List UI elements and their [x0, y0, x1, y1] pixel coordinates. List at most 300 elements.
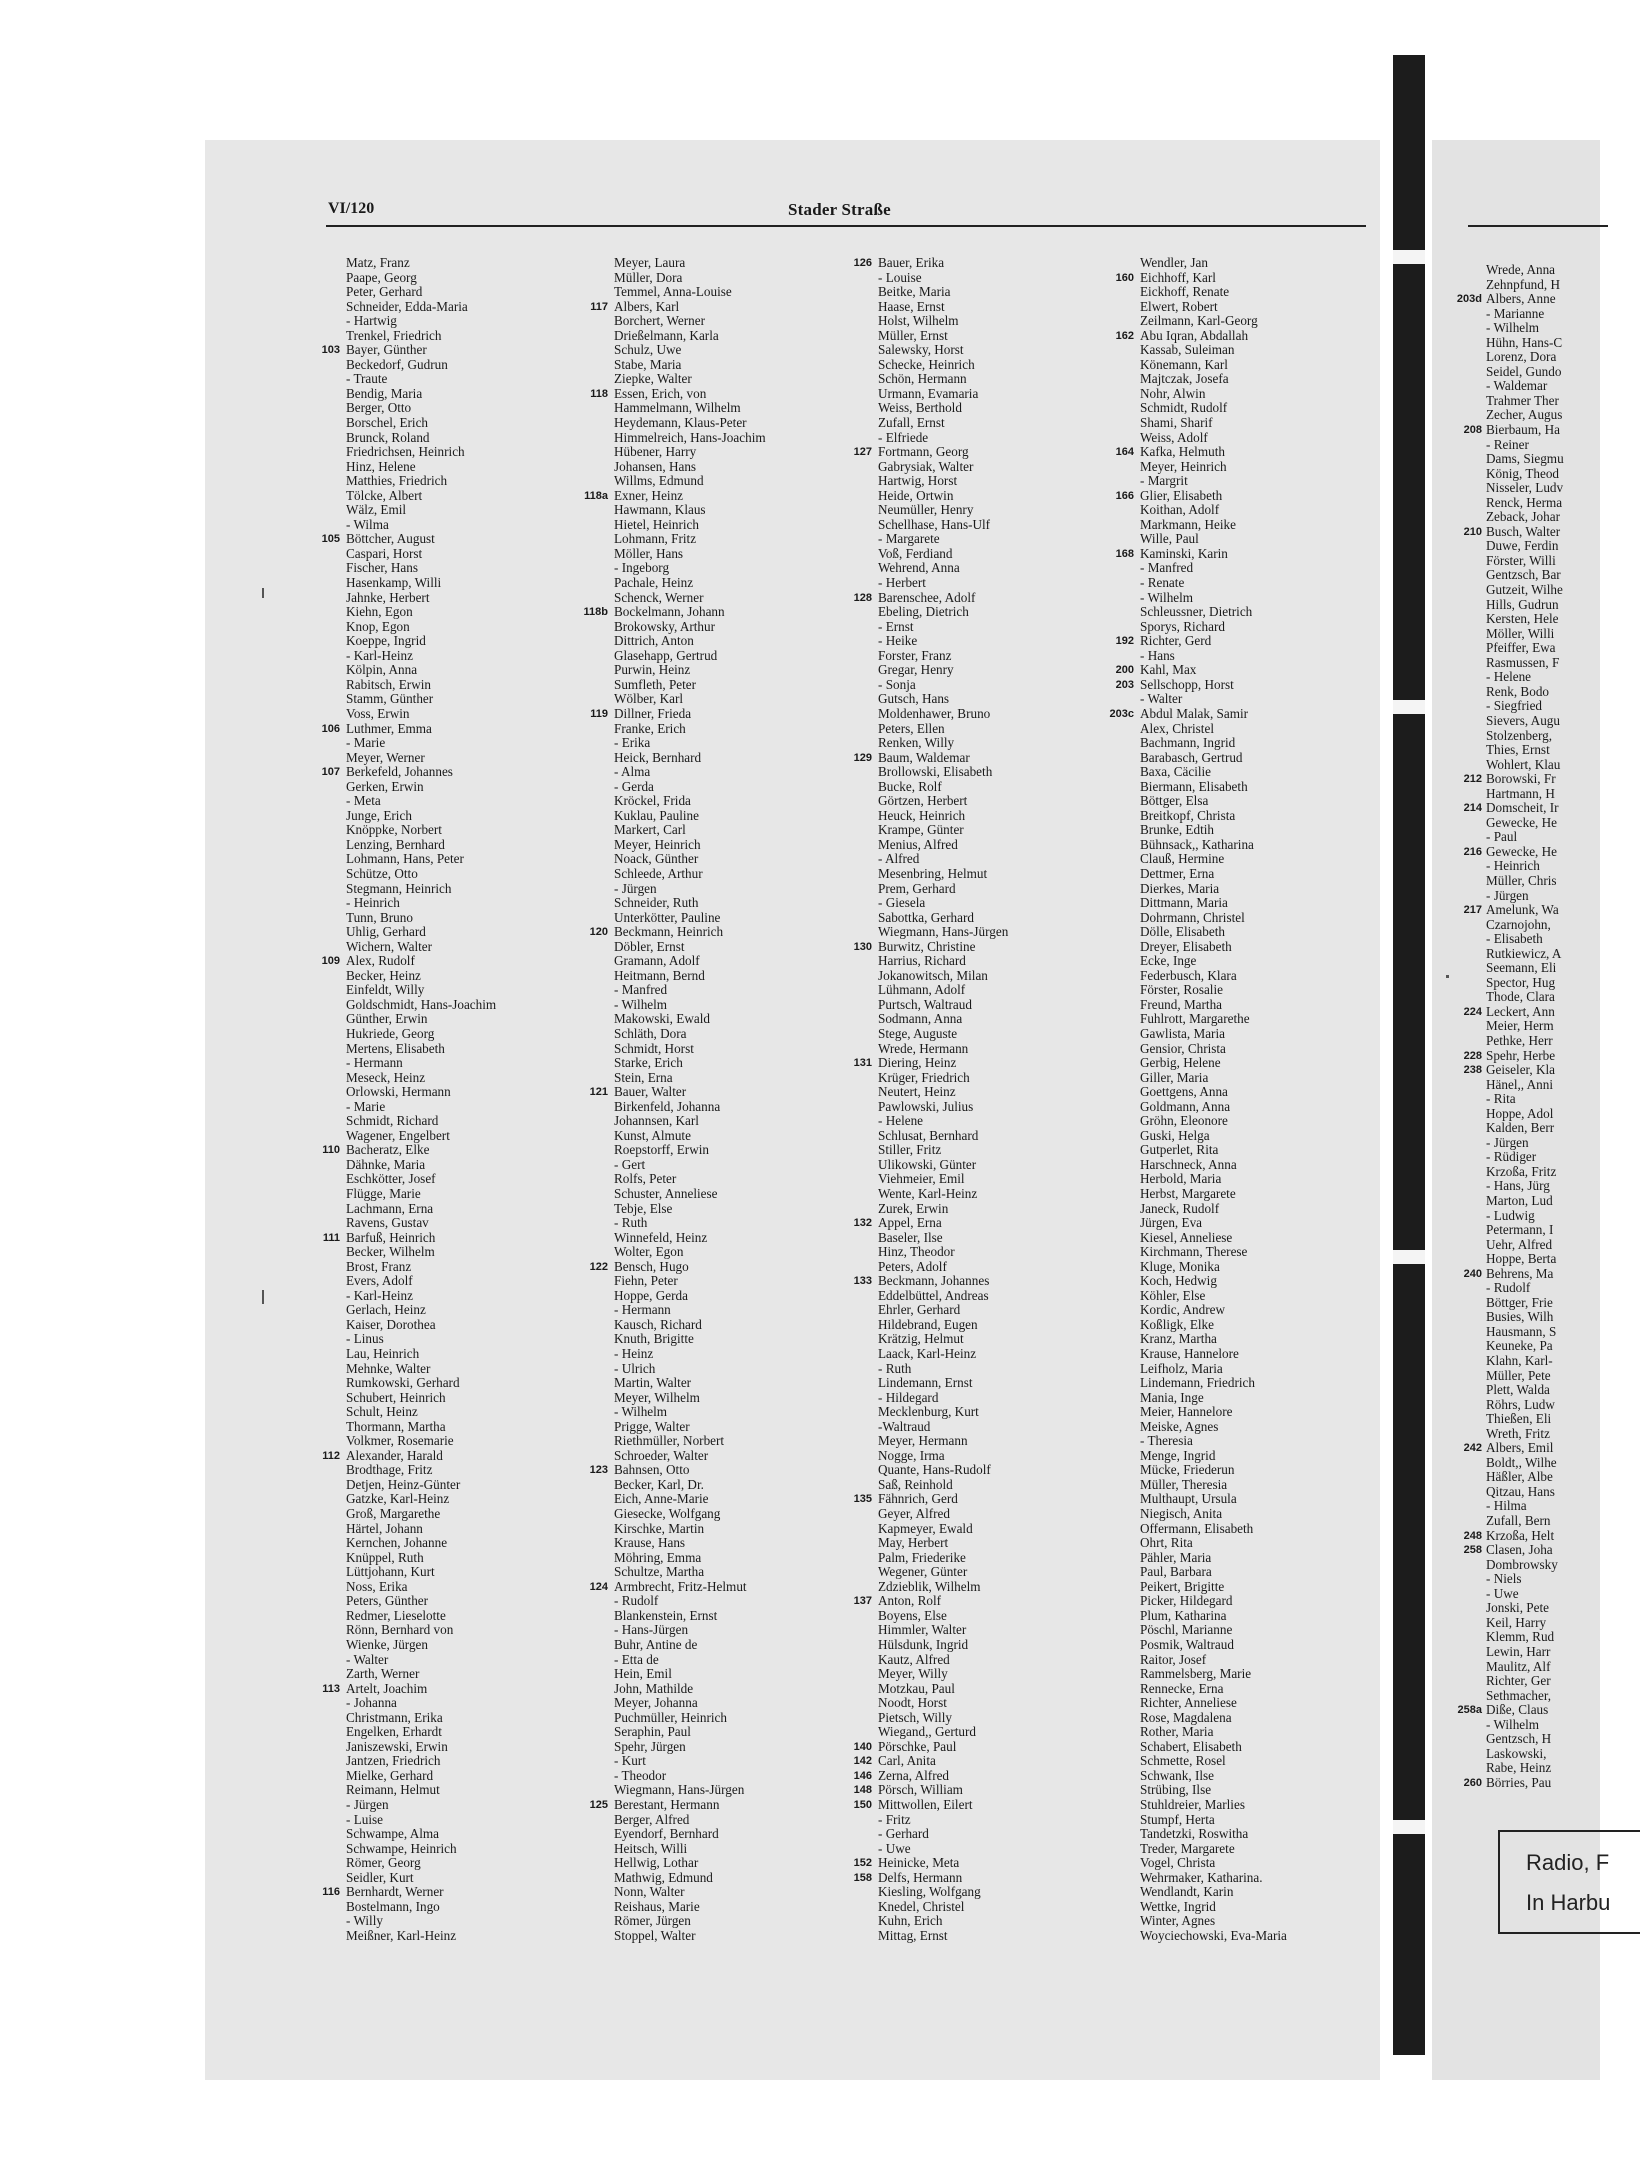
directory-entry: [853, 1738, 1008, 1755]
resident-name: - Gerhard: [878, 1826, 929, 1842]
directory-entry: [1115, 545, 1287, 562]
directory-entry: [584, 487, 766, 504]
resident-name: Fischer, Hans: [346, 560, 418, 576]
directory-entry: [614, 1362, 766, 1377]
directory-entry: [1486, 1412, 1564, 1427]
directory-entry: [614, 998, 766, 1013]
resident-name: Jokanowitsch, Milan: [878, 967, 988, 983]
resident-name: Buhr, Antine de: [614, 1636, 698, 1652]
directory-entry: [614, 649, 766, 664]
resident-name: Börries, Pau: [1486, 1774, 1552, 1790]
directory-entry: [1486, 1325, 1564, 1340]
resident-name: - Reiner: [1486, 436, 1529, 452]
directory-entry: [1140, 1289, 1287, 1304]
resident-name: Ziepke, Walter: [614, 371, 692, 387]
resident-name: Schultze, Martha: [614, 1564, 705, 1580]
directory-entry: [1140, 1129, 1287, 1144]
resident-name: Unterkötter, Pauline: [614, 909, 721, 925]
resident-name: Engelken, Erhardt: [346, 1724, 442, 1740]
resident-name: Borschel, Erich: [346, 415, 429, 431]
resident-name: Domscheit, Ir: [1486, 800, 1559, 816]
resident-name: Knuth, Brigitte: [614, 1331, 694, 1347]
directory-entry: [1486, 1427, 1564, 1442]
resident-name: - Hilma: [1486, 1498, 1527, 1514]
resident-name: Noss, Erika: [346, 1578, 408, 1594]
directory-entry: [1140, 722, 1287, 737]
house-number: 106: [321, 722, 340, 735]
resident-name: Schulz, Uwe: [614, 342, 682, 358]
directory-entry: [878, 998, 1008, 1013]
house-number: 248: [1463, 1529, 1482, 1542]
directory-entry: [346, 634, 496, 649]
directory-entry: [346, 460, 496, 475]
resident-name: Exner, Heinz: [614, 487, 684, 503]
resident-name: Bockelmann, Johann: [614, 604, 725, 620]
directory-entry: [614, 1653, 766, 1668]
resident-name: Schwank, Ilse: [1140, 1767, 1214, 1783]
resident-name: - Jürgen: [614, 880, 657, 896]
house-number: 116: [322, 1886, 340, 1899]
directory-entry: [614, 794, 766, 809]
house-number: 203: [1115, 678, 1134, 691]
resident-name: Sabottka, Gerhard: [878, 909, 974, 925]
resident-name: Rolfs, Peter: [614, 1171, 677, 1187]
directory-entry: [346, 1536, 496, 1551]
directory-entry: [878, 1463, 1008, 1478]
resident-name: Lüttjohann, Kurt: [346, 1564, 435, 1580]
house-number: 117: [590, 300, 608, 313]
resident-name: Kunst, Almute: [614, 1127, 691, 1143]
directory-entry: [346, 300, 496, 315]
resident-name: Gewecke, He: [1486, 814, 1558, 830]
directory-entry: [1140, 823, 1287, 838]
resident-name: Anton, Rolf: [878, 1593, 942, 1609]
resident-name: Wohlert, Klau: [1486, 756, 1561, 772]
directory-entry: [1486, 1354, 1564, 1369]
directory-entry: [614, 1929, 766, 1944]
resident-name: Albers, Anne: [1486, 291, 1556, 307]
directory-entry: [1140, 358, 1287, 373]
resident-name: Sellschopp, Horst: [1140, 676, 1234, 692]
resident-name: - Linus: [346, 1331, 384, 1347]
house-number: 120: [589, 926, 608, 939]
directory-entry: [346, 1871, 496, 1886]
house-number: 112: [322, 1449, 340, 1462]
directory-entry: [853, 1273, 1008, 1289]
directory-entry: [1486, 1078, 1564, 1093]
resident-name: - Waldemar: [1486, 378, 1548, 394]
directory-entry: [346, 1463, 496, 1478]
directory-entry: [1486, 467, 1564, 482]
house-number: 192: [1115, 635, 1134, 648]
directory-entry: [614, 896, 766, 911]
directory-entry: [614, 1478, 766, 1493]
resident-name: Lohmann, Hans, Peter: [346, 851, 464, 867]
resident-name: Berger, Alfred: [614, 1811, 690, 1827]
resident-name: Schneider, Edda-Maria: [346, 298, 468, 314]
directory-entry: [346, 1405, 496, 1420]
resident-name: Kahl, Max: [1140, 662, 1197, 678]
directory-entry: [346, 1303, 496, 1318]
directory-entry: [1140, 1245, 1287, 1260]
directory-entry: [1140, 882, 1287, 897]
resident-name: Hukriede, Georg: [346, 1025, 435, 1041]
directory-entry: [346, 1420, 496, 1435]
directory-entry: [614, 1391, 766, 1406]
resident-name: Kausch, Richard: [614, 1316, 702, 1332]
directory-entry: [1140, 1623, 1287, 1638]
resident-name: Clauß, Hermine: [1140, 851, 1225, 867]
directory-entry: [878, 576, 1008, 591]
resident-name: Wölber, Karl: [614, 691, 684, 707]
directory-entry: [1140, 1769, 1287, 1784]
directory-entry: [589, 1258, 766, 1275]
directory-entry: [1486, 1296, 1564, 1311]
directory-entry: [878, 896, 1008, 911]
house-number: 126: [853, 257, 872, 269]
directory-entry: [1486, 1485, 1564, 1500]
resident-name: - Wilhelm: [614, 1404, 668, 1420]
directory-entry: [1140, 1594, 1287, 1609]
directory-entry: [346, 561, 496, 576]
resident-name: Schecke, Heinrich: [878, 356, 975, 372]
directory-entry: [1140, 1478, 1287, 1493]
resident-name: Wiegmann, Hans-Jürgen: [614, 1782, 745, 1798]
resident-name: Baseler, Ilse: [878, 1229, 943, 1245]
directory-entry: [1486, 1398, 1564, 1413]
house-number: 122: [589, 1260, 608, 1273]
resident-name: Wälz, Emil: [346, 502, 407, 518]
directory-entry: [1486, 1107, 1564, 1122]
directory-entry: [1140, 1609, 1287, 1624]
directory-entry: [878, 387, 1008, 402]
resident-name: Wolter, Egon: [614, 1244, 684, 1260]
directory-entry: [614, 954, 766, 969]
resident-name: Bühnsack,, Katharina: [1140, 836, 1254, 852]
resident-name: Petermann, I: [1486, 1222, 1554, 1238]
directory-entry: [614, 1405, 766, 1420]
directory-entry: [1140, 1260, 1287, 1275]
directory-entry: [322, 1142, 496, 1158]
resident-name: Meseck, Heinz: [346, 1069, 426, 1085]
resident-name: Römer, Georg: [346, 1855, 421, 1871]
directory-entry: [614, 271, 766, 286]
resident-name: Wreth, Fritz: [1486, 1425, 1550, 1441]
resident-name: Wienke, Jürgen: [346, 1636, 428, 1652]
directory-entry: [1140, 1347, 1287, 1362]
resident-name: - Jürgen: [1486, 887, 1529, 903]
resident-name: Leifholz, Maria: [1140, 1360, 1223, 1376]
resident-name: Becker, Wilhelm: [346, 1244, 435, 1260]
resident-name: Lau, Heinrich: [346, 1346, 420, 1362]
resident-name: Bostelmann, Ingo: [346, 1898, 440, 1914]
gutter-band: [1393, 700, 1425, 714]
resident-name: Wegener, Günter: [878, 1564, 968, 1580]
resident-name: Reishaus, Marie: [614, 1898, 700, 1914]
resident-name: Koeppe, Ingrid: [346, 633, 426, 649]
resident-name: Kiesling, Wolfgang: [878, 1884, 981, 1900]
directory-entry: [1463, 1265, 1564, 1282]
resident-name: Giesecke, Wolfgang: [614, 1506, 721, 1522]
directory-entry: [614, 372, 766, 387]
resident-name: Kalden, Berr: [1486, 1120, 1555, 1136]
directory-entry: [878, 1202, 1008, 1217]
directory-entry: [589, 1084, 766, 1100]
resident-name: Förster, Willi: [1486, 552, 1556, 568]
house-number: 118: [590, 387, 608, 400]
resident-name: - Hartwig: [346, 313, 397, 329]
directory-entry: [614, 1289, 766, 1304]
resident-name: - Heinrich: [1486, 858, 1540, 874]
directory-entry: [614, 518, 766, 533]
directory-entry: [614, 751, 766, 766]
resident-name: Beckmann, Johannes: [878, 1273, 990, 1289]
house-number: 148: [853, 1784, 872, 1797]
resident-name: Richter, Ger: [1486, 1673, 1551, 1689]
resident-name: Kiehn, Egon: [346, 604, 413, 620]
directory-entry: [614, 1172, 766, 1187]
directory-entry: [1486, 932, 1564, 947]
directory-entry: [878, 1725, 1008, 1740]
resident-name: John, Mathilde: [614, 1680, 694, 1696]
directory-entry: [346, 823, 496, 838]
house-number: 118a: [584, 489, 608, 502]
resident-name: Giller, Maria: [1140, 1069, 1209, 1085]
resident-name: Peikert, Brigitte: [1140, 1578, 1225, 1594]
directory-entry: [614, 1682, 766, 1697]
directory-entry: [614, 1871, 766, 1886]
resident-name: - Karl-Heinz: [346, 647, 413, 663]
directory-entry: [614, 809, 766, 824]
directory-entry: [853, 1767, 1008, 1784]
directory-entry: [1463, 1047, 1564, 1064]
resident-name: Salewsky, Horst: [878, 342, 964, 358]
resident-name: Laack, Karl-Heinz: [878, 1346, 977, 1362]
directory-entry: [583, 604, 766, 620]
resident-name: Eddelbüttel, Andreas: [878, 1287, 989, 1303]
directory-entry: [614, 561, 766, 576]
directory-entry: [346, 1042, 496, 1057]
resident-name: - Fritz: [878, 1811, 911, 1827]
directory-entry: [878, 1638, 1008, 1653]
house-number: 125: [589, 1798, 608, 1811]
directory-entry: [614, 1827, 766, 1842]
resident-name: Janiszewski, Erwin: [346, 1738, 448, 1754]
directory-entry: [1115, 676, 1287, 693]
directory-entry: [614, 780, 766, 795]
directory-entry: [346, 794, 496, 809]
resident-name: Borchert, Werner: [614, 313, 705, 329]
resident-name: Zecher, Augus: [1486, 407, 1563, 423]
resident-name: Stein, Erna: [614, 1069, 673, 1085]
directory-entry: [614, 1711, 766, 1726]
directory-entry: [346, 1711, 496, 1726]
directory-entry: [614, 1536, 766, 1551]
directory-entry: [346, 1594, 496, 1609]
resident-name: Hammelmann, Wilhelm: [614, 400, 741, 416]
directory-entry: [346, 809, 496, 824]
resident-name: Freund, Martha: [1140, 996, 1223, 1012]
directory-entry: [614, 1042, 766, 1057]
resident-name: Johannsen, Karl: [614, 1113, 699, 1129]
directory-entry: [1140, 1885, 1287, 1900]
resident-name: Kernchen, Johanne: [346, 1535, 448, 1551]
directory-entry: [346, 1260, 496, 1275]
directory-entry: [1109, 705, 1287, 722]
resident-name: Tölcke, Albert: [346, 487, 423, 503]
resident-name: Berger, Otto: [346, 400, 412, 416]
directory-entry: [878, 358, 1008, 373]
resident-name: Dams, Siegmu: [1486, 451, 1564, 467]
resident-name: - Heike: [878, 633, 918, 649]
directory-entry: [1486, 1034, 1564, 1049]
directory-entry: [346, 1114, 496, 1129]
resident-name: Stolzenberg,: [1486, 727, 1553, 743]
directory-entry: [1486, 1456, 1564, 1471]
resident-name: Delfs, Hermann: [878, 1869, 963, 1885]
directory-entry: [1456, 291, 1564, 307]
directory-entry: [1140, 1783, 1287, 1798]
directory-entry: [614, 1143, 766, 1158]
resident-name: Bauer, Erika: [878, 255, 945, 270]
directory-entry: [614, 1900, 766, 1915]
house-number: 160: [1115, 271, 1134, 284]
directory-entry: [878, 1129, 1008, 1144]
directory-entry: [878, 1187, 1008, 1202]
resident-name: Koßligk, Elke: [1140, 1316, 1214, 1332]
directory-entry: [1486, 568, 1564, 583]
house-number: 131: [853, 1057, 872, 1070]
directory-entry: [878, 707, 1008, 722]
directory-entry: [1140, 1420, 1287, 1435]
directory-entry: [614, 867, 766, 882]
directory-entry: [614, 401, 766, 416]
resident-name: Jürgen, Eva: [1140, 1215, 1203, 1231]
directory-entry: [1463, 902, 1564, 918]
resident-name: Laskowski,: [1486, 1745, 1547, 1761]
resident-name: Raitor, Josef: [1140, 1651, 1207, 1667]
directory-entry: [614, 1725, 766, 1740]
book-gutter: [1393, 55, 1425, 2055]
house-number: 119: [590, 707, 608, 720]
resident-name: Wrede, Hermann: [878, 1040, 969, 1056]
resident-name: Woyciechowski, Eva-Maria: [1140, 1927, 1287, 1943]
resident-name: Dohrmann, Christel: [1140, 909, 1245, 925]
resident-name: Rabitsch, Erwin: [346, 676, 431, 692]
house-number: 129: [853, 751, 872, 764]
resident-name: Schult, Heinz: [346, 1404, 418, 1420]
resident-name: Richter, Anneliese: [1140, 1695, 1237, 1711]
directory-entry: [878, 401, 1008, 416]
directory-entry: [346, 882, 496, 897]
directory-entry: [590, 298, 766, 315]
directory-entry: [1463, 1440, 1564, 1456]
directory-entry: [346, 605, 496, 620]
directory-entry: [346, 1740, 496, 1755]
directory-entry: [346, 314, 496, 329]
resident-name: Willms, Edmund: [614, 473, 704, 489]
resident-name: Gawlista, Maria: [1140, 1025, 1225, 1041]
resident-name: - Manfred: [1140, 560, 1194, 576]
directory-entry: [878, 678, 1008, 693]
directory-entry: [1140, 300, 1287, 315]
resident-name: Kuklau, Pauline: [614, 807, 699, 823]
directory-entry: [1486, 452, 1564, 467]
resident-name: Carl, Anita: [878, 1753, 936, 1769]
resident-name: Beitke, Maria: [878, 284, 951, 300]
resident-name: Puchmüller, Heinrich: [614, 1709, 728, 1725]
directory-entry: [1140, 343, 1287, 358]
advertisement-line: Radio, F: [1526, 1850, 1610, 1875]
resident-name: Lindemann, Friedrich: [1140, 1375, 1255, 1391]
resident-name: Stegmann, Heinrich: [346, 880, 452, 896]
resident-name: - Elfriede: [878, 429, 929, 445]
directory-entry: [878, 1405, 1008, 1420]
resident-name: - Gerda: [614, 778, 654, 794]
resident-name: Mittwollen, Eilert: [878, 1796, 973, 1812]
resident-name: Schütze, Otto: [346, 865, 418, 881]
resident-name: Zeback, Johar: [1486, 509, 1560, 525]
directory-entry: [1486, 408, 1564, 423]
resident-name: Häßler, Albe: [1486, 1469, 1553, 1485]
house-number: 118b: [583, 606, 608, 619]
directory-entry: [1140, 1027, 1287, 1042]
resident-name: Gutperlet, Rita: [1140, 1142, 1219, 1158]
directory-entry: [1486, 1587, 1564, 1602]
resident-name: Mathwig, Edmund: [614, 1869, 713, 1885]
directory-entry: [1140, 1754, 1287, 1769]
directory-entry: [614, 416, 766, 431]
directory-entry: [346, 692, 496, 707]
directory-entry: [1463, 523, 1564, 540]
resident-name: Tandetzki, Roswitha: [1140, 1826, 1249, 1842]
resident-name: Klemm, Rud: [1486, 1629, 1555, 1645]
directory-entry: [322, 1447, 496, 1464]
directory-entry: [346, 1623, 496, 1638]
resident-name: Detjen, Heinz-Günter: [346, 1476, 461, 1492]
resident-name: Voss, Erwin: [346, 705, 410, 721]
directory-entry: [878, 867, 1008, 882]
resident-name: Röhrs, Ludw: [1486, 1396, 1555, 1412]
directory-entry: [346, 998, 496, 1013]
resident-name: Wehrend, Anna: [878, 560, 960, 576]
directory-entry: [878, 736, 1008, 751]
directory-entry: [1140, 1536, 1287, 1551]
directory-entry: [346, 1754, 496, 1769]
resident-name: Brunck, Roland: [346, 429, 430, 445]
resident-name: Schneider, Ruth: [614, 895, 699, 911]
resident-name: Burwitz, Christine: [878, 938, 976, 954]
resident-name: Spehr, Herbe: [1486, 1047, 1556, 1063]
resident-name: Gabrysiak, Walter: [878, 458, 974, 474]
resident-name: Tebje, Else: [614, 1200, 673, 1216]
resident-name: Barabasch, Gertrud: [1140, 749, 1243, 765]
directory-column-3: [853, 255, 1009, 1943]
house-number: 224: [1463, 1005, 1482, 1018]
directory-entry: [1140, 1682, 1287, 1697]
directory-entry: [346, 707, 496, 722]
directory-entry: [1486, 641, 1564, 656]
resident-name: Diße, Claus: [1486, 1702, 1549, 1718]
resident-name: Zufall, Bern: [1486, 1513, 1551, 1529]
resident-name: Appel, Erna: [878, 1215, 942, 1231]
resident-name: Dähnke, Maria: [346, 1156, 426, 1172]
house-number: 258: [1463, 1544, 1482, 1557]
resident-name: Gerbig, Helene: [1140, 1055, 1221, 1071]
resident-name: Rabe, Heinz: [1486, 1760, 1552, 1776]
directory-entry: [878, 692, 1008, 707]
resident-name: Jonski, Pete: [1486, 1600, 1550, 1616]
